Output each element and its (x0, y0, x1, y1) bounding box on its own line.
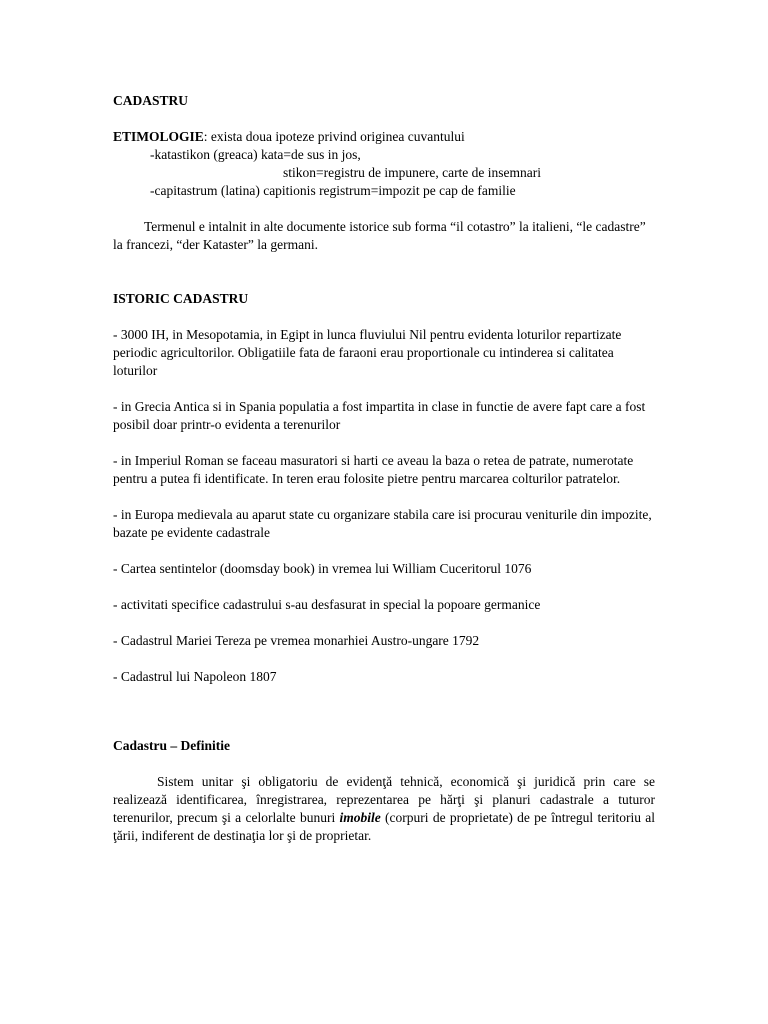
etimologie-line-stikon: stikon=registru de impunere, carte de insemnari (283, 165, 542, 180)
definitie-text-after: (corpuri de proprietate) de pe întregul teritoriu al ţării, indiferent de destinaţia lor şi de proprietar. (113, 810, 656, 843)
termen-paragraph: Termenul e intalnit in alte documente istorice sub forma “il cotastro” la italieni, “le cadastre” la francezi, “der Kataster” la germani. (113, 219, 646, 252)
etimologie-line-katastikon: -katastikon (greaca) kata=de sus in jos, (150, 147, 361, 162)
istoric-item-grecia: - in Grecia Antica si in Spania populatia a fost impartita in clase in functie de avere fapt care a fost posibil doar printr-o evidenta a terenurilor (113, 399, 646, 432)
istoric-item-mesopotamia: - 3000 IH, in Mesopotamia, in Egipt in lunca fluviului Nil pentru evidenta loturilor repartizate periodic agricultorilor. Obligatiile fata de faraoni erau proportionale cu intinderea si calitatea loturilor (113, 327, 622, 378)
istoric-item-popoare-germanice: - activitati specifice cadastrului s-au desfasurat in special la popoare germanice (113, 597, 541, 612)
istoric-item-napoleon: - Cadastrul lui Napoleon 1807 (113, 669, 277, 684)
istoric-item-doomsday-book: - Cartea sentintelor (doomsday book) in vremea lui William Cuceritorul 1076 (113, 561, 532, 576)
istoric-item-imperiul-roman: - in Imperiul Roman se faceau masuratori si harti ce aveau la baza o retea de patrate, numerotate pentru a putea fi identificate. In teren erau folosite pietre pentru marcarea colturilor patratelor. (113, 453, 634, 486)
istoric-item-europa-medievala: - in Europa medievala au aparut state cu organizare stabila care isi procurau veniturile din impozite, bazate pe evidente cadastrale (113, 507, 652, 540)
istoric-item-maria-tereza: - Cadastrul Mariei Tereza pe vremea monarhiei Austro-ungare 1792 (113, 633, 480, 648)
definitie-paragraph (113, 773, 655, 845)
etimologie-label: ETIMOLOGIE (113, 129, 204, 144)
definitie-emphasis: imobile (339, 810, 381, 825)
definitie-text-before: Sistem unitar şi obligatoriu de evidenţă tehnică, economică şi juridică prin care se realizează identificarea, înregistrarea, reprezentarea pe hărţi şi planuri cadastrale a tuturor terenurilor, precum şi a celorlalte bunuri (113, 774, 655, 825)
etimologie-line-capitastrum: -capitastrum (latina) capitionis registrum=impozit pe cap de familie (150, 183, 516, 198)
istoric-heading: ISTORIC CADASTRU (113, 291, 249, 306)
etimologie-intro-line (113, 128, 658, 146)
document-page (113, 92, 658, 845)
definitie-heading: Cadastru – Definitie (113, 738, 230, 753)
etimologie-intro: : exista doua ipoteze privind originea cuvantului (203, 129, 465, 144)
document-title: CADASTRU (113, 93, 189, 108)
